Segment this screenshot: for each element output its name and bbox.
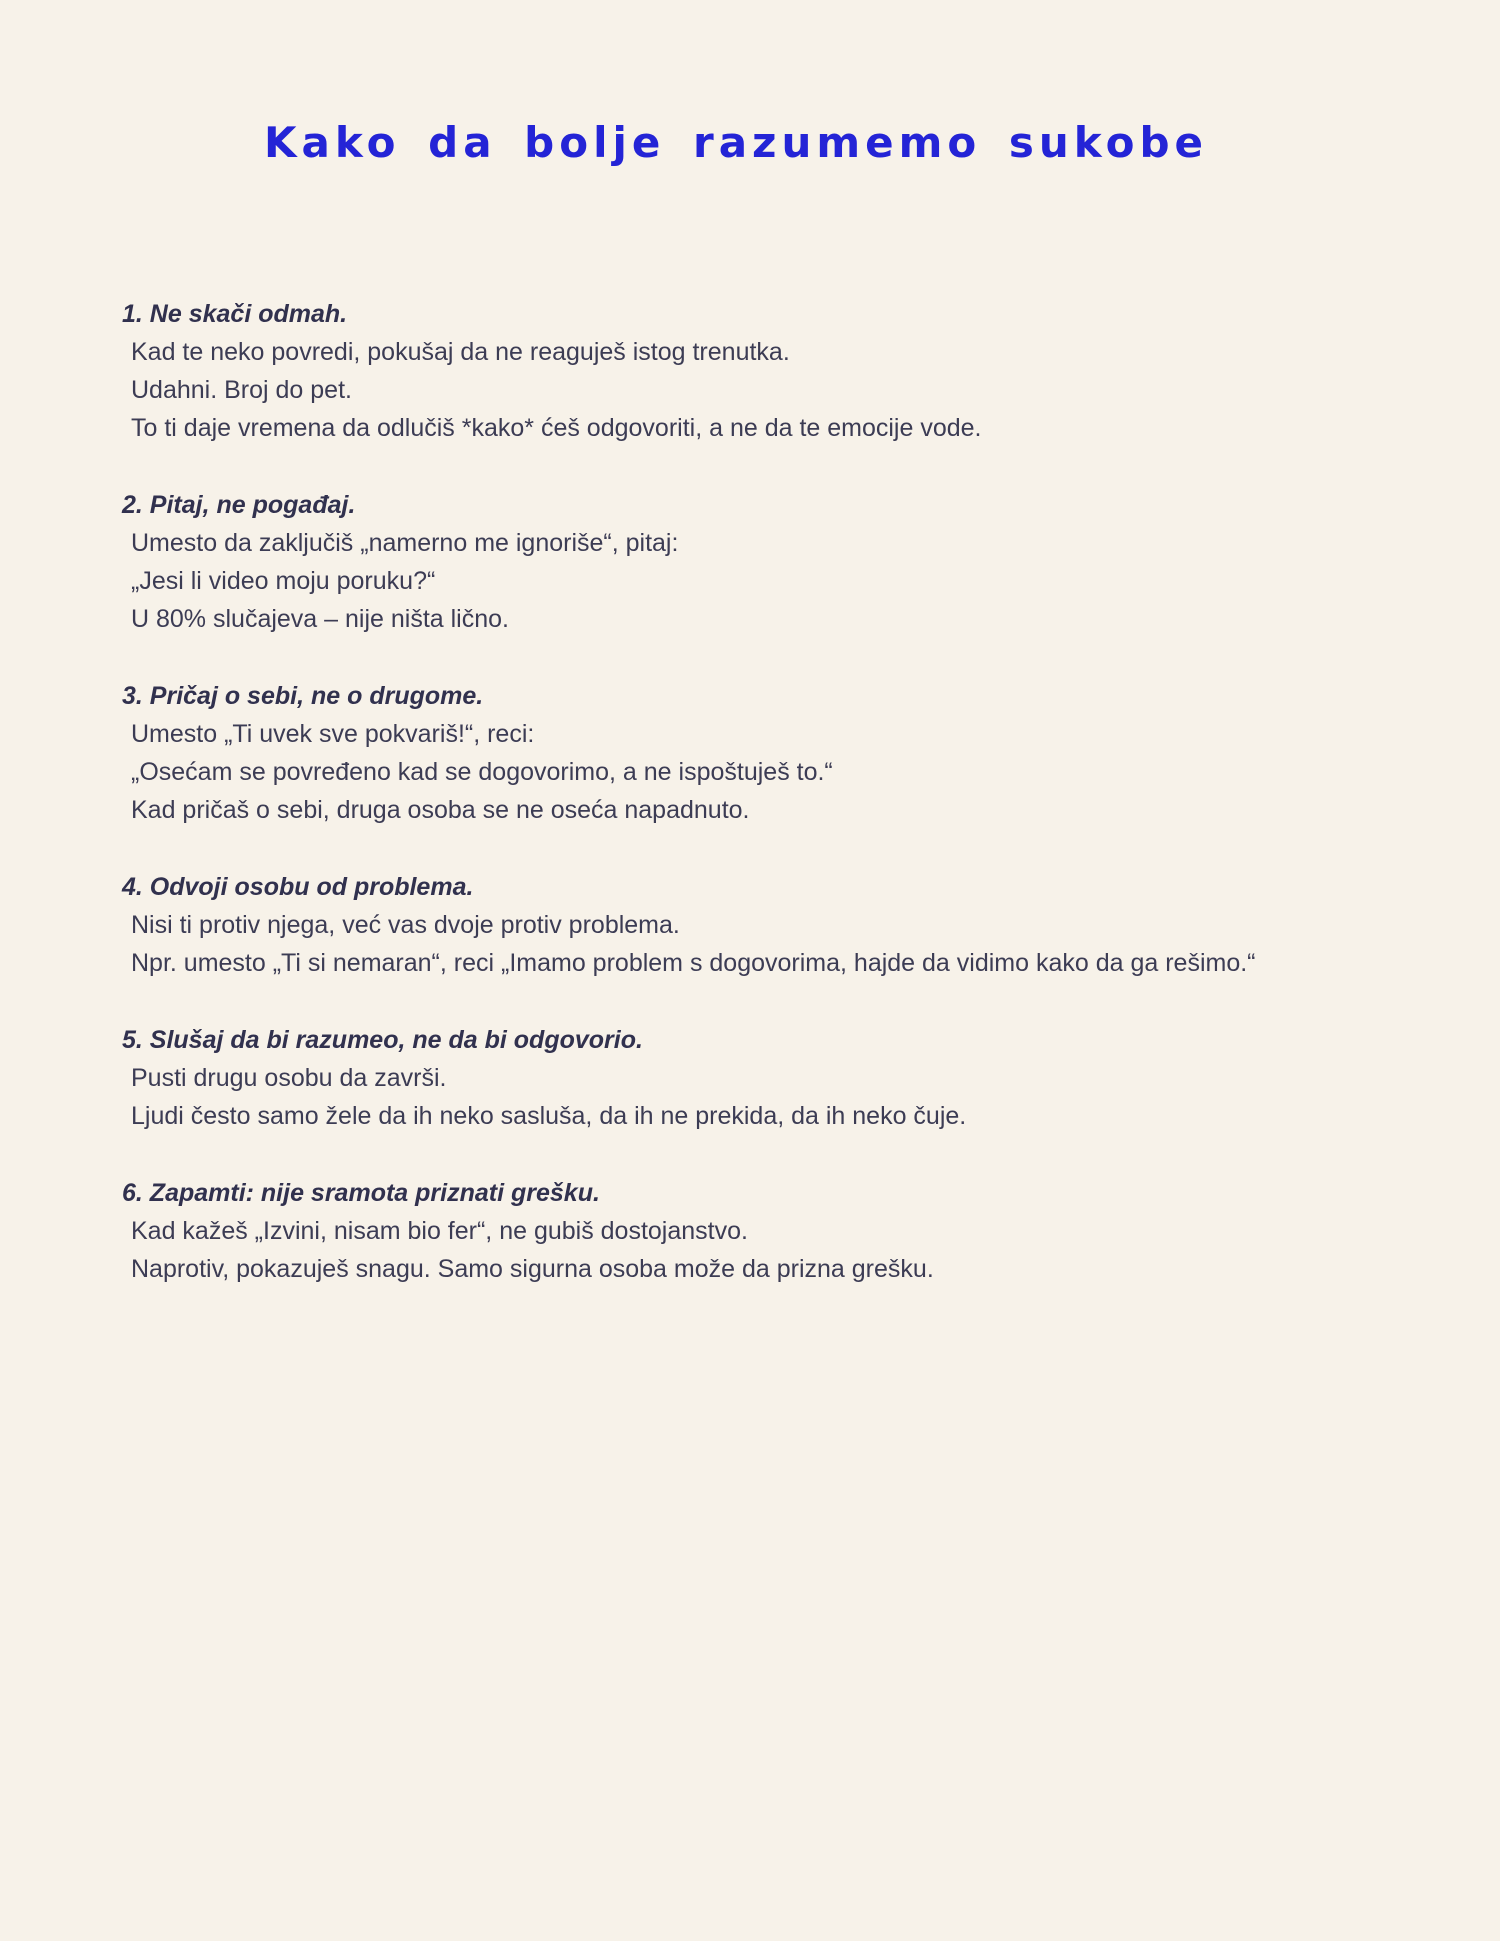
section-line: U 80% slučajeva – nije ništa lično. [131, 605, 509, 633]
section-3-pricaj-o-sebi [122, 677, 1350, 829]
section-heading: 1. Ne skači odmah. [122, 300, 348, 328]
section-heading: 4. Odvoji osobu od problema. [122, 873, 474, 901]
section-line: Umesto „Ti uvek sve pokvariš!“, reci: [131, 720, 535, 748]
section-line: Naprotiv, pokazuješ snagu. Samo sigurna osoba može da prizna grešku. [131, 1255, 934, 1283]
section-line: Udahni. Broj do pet. [131, 376, 352, 404]
page-title: Kako da bolje razumemo sukobe [263, 118, 1208, 167]
section-line: Kad kažeš „Izvini, nisam bio fer“, ne gubiš dostojanstvo. [131, 1217, 748, 1245]
section-heading: 5. Slušaj da bi razumeo, ne da bi odgovorio. [122, 1026, 643, 1054]
section-line: To ti daje vremena da odlučiš *kako* ćeš odgovoriti, a ne da te emocije vode. [131, 414, 982, 442]
section-line: „Jesi li video moju poruku?“ [131, 567, 436, 595]
section-heading: 6. Zapamti: nije sramota priznati grešku. [122, 1179, 600, 1207]
section-5-slusaj-da-bi-razumeo [122, 1021, 1350, 1135]
section-line: Kad pričaš o sebi, druga osoba se ne oseća napadnuto. [131, 796, 750, 824]
section-line: Kad te neko povredi, pokušaj da ne reaguješ istog trenutka. [131, 338, 790, 366]
section-4-odvoji-osobu-od-problema [122, 868, 1350, 982]
section-line: „Osećam se povređeno kad se dogovorimo, a ne ispoštuješ to.“ [131, 758, 833, 786]
section-line: Pusti drugu osobu da završi. [131, 1064, 447, 1092]
section-line: Npr. umesto „Ti si nemaran“, reci „Imamo problem s dogovorima, hajde da vidimo kako da ga rešimo.“ [131, 949, 1256, 977]
section-heading: 3. Pričaj o sebi, ne o drugome. [122, 682, 484, 710]
section-heading: 2. Pitaj, ne pogađaj. [122, 491, 356, 519]
section-2-pitaj-ne-pogadjaj [122, 486, 1350, 638]
section-line: Nisi ti protiv njega, već vas dvoje protiv problema. [131, 911, 680, 939]
section-line: Umesto da zaključiš „namerno me ignoriše“, pitaj: [131, 529, 679, 557]
section-1-ne-skaci-odmah [122, 295, 1350, 447]
section-6-zapamti-priznati-gresku [122, 1174, 1350, 1288]
section-line: Ljudi često samo žele da ih neko sasluša, da ih ne prekida, da ih neko čuje. [131, 1102, 967, 1130]
